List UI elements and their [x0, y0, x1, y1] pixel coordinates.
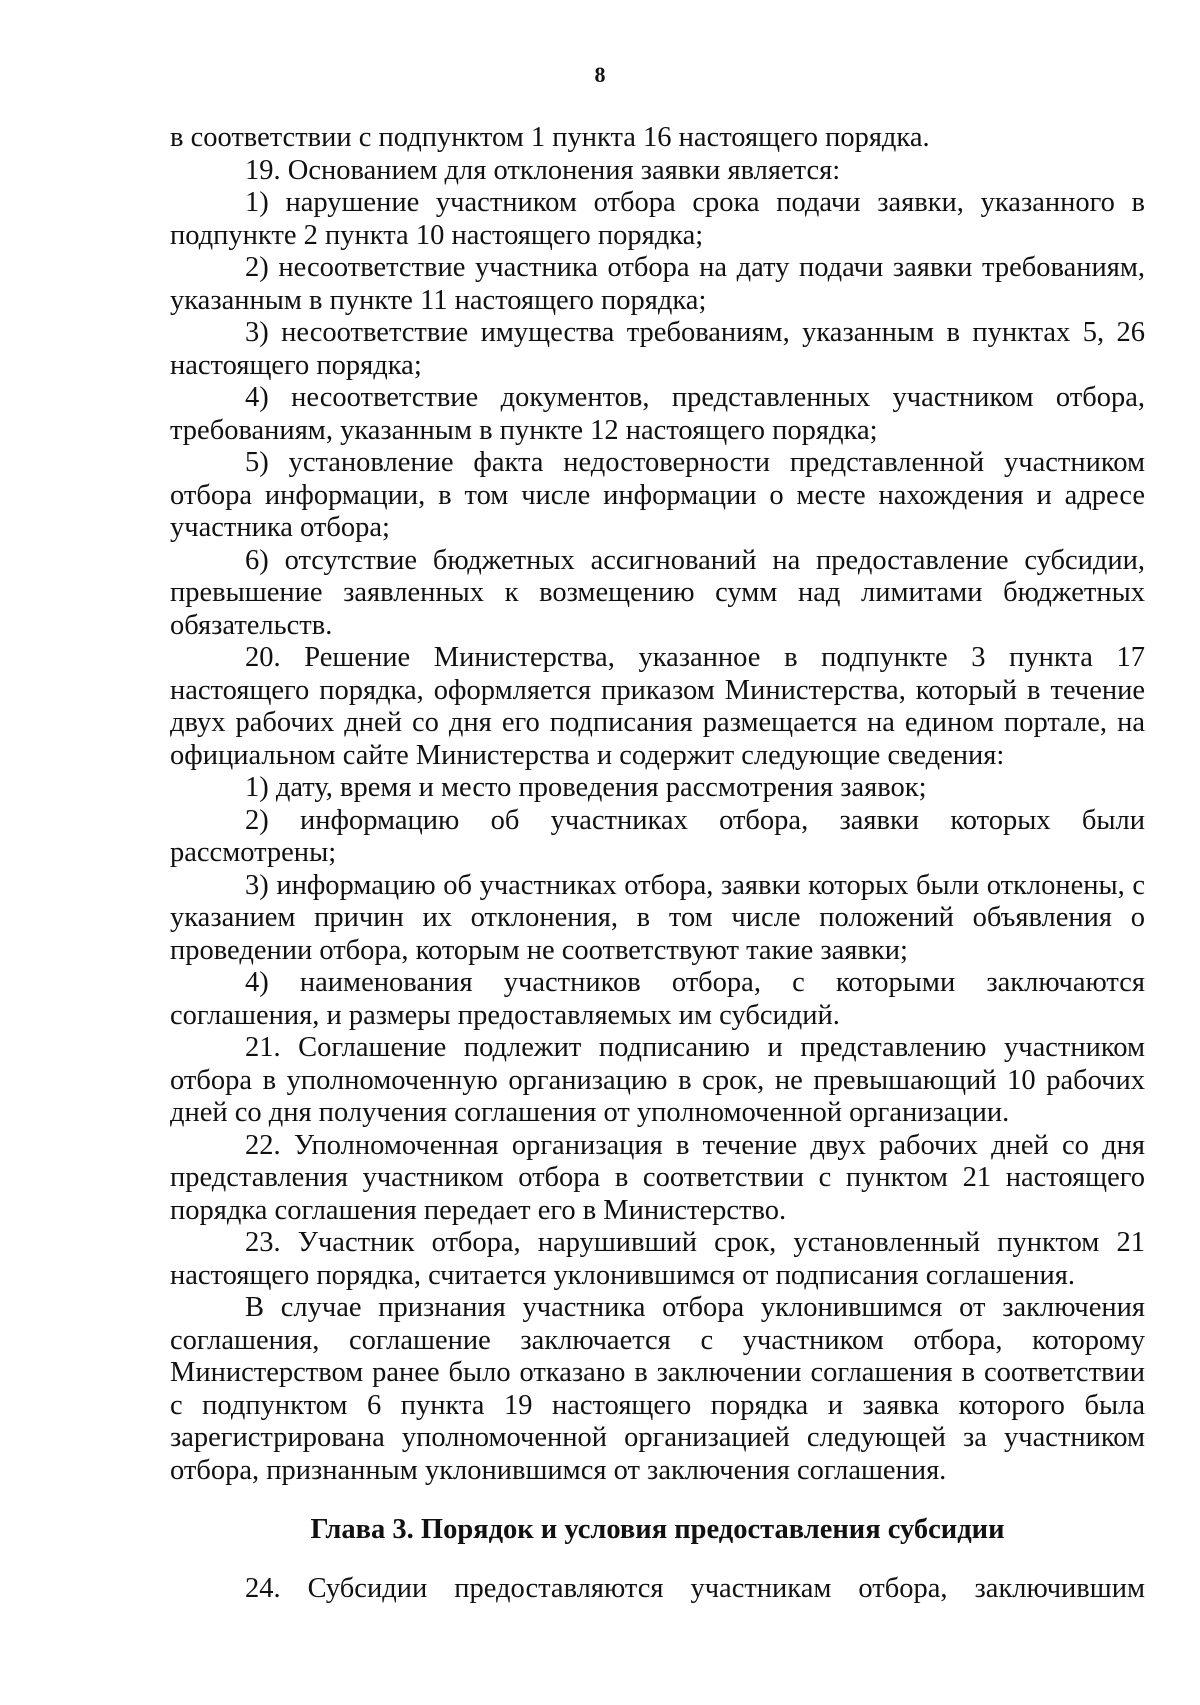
paragraph: 1) нарушение участником отбора срока подачи заявки, указанного в подпункте 2 пункта 10 настоящего порядка; — [170, 187, 1145, 251]
paragraph: 22. Уполномоченная организация в течение двух рабочих дней со дня представления участником отбора в соответствии с пунктом 21 настоящего порядка соглашения передает его в Министерство. — [170, 1129, 1145, 1226]
paragraph: 24. Субсидии предоставляются участникам отбора, заключившим — [245, 1572, 1145, 1604]
paragraph: 20. Решение Министерства, указанное в подпункте 3 пункта 17 настоящего порядка, оформляется приказом Министерства, который в течение двух рабочих дней со дня его подписания размещается на едином портале, на официальном сайте Министерства и содержит следующие сведения: — [170, 642, 1145, 771]
paragraph: В случае признания участника отбора уклонившимся от заключения соглашения, соглашение заключается с участником отбора, которому Министерством ранее было отказано в заключении соглашения в соответствии с подпунктом 6 пункта 19 настоящего порядка и заявка которого была зарегистрирована уполномоченной организацией следующей за участником отбора, признанным уклонившимся от заключения соглашения. — [170, 1292, 1145, 1486]
paragraph: 3) несоответствие имущества требованиям, указанным в пунктах 5, 26 настоящего порядка; — [170, 317, 1145, 381]
paragraph: 21. Соглашение подлежит подписанию и представлению участником отбора в уполномоченную организацию в срок, не превышающий 10 рабочих дней со дня получения соглашения от уполномоченной организации. — [170, 1032, 1145, 1128]
paragraph: 2) информацию об участниках отбора, заявки которых были рассмотрены; — [170, 804, 1145, 868]
document-body — [170, 122, 1145, 1605]
paragraph: 2) несоответствие участника отбора на дату подачи заявки требованиям, указанным в пункте 11 настоящего порядка; — [170, 252, 1145, 316]
chapter-heading: Глава 3. Порядок и условия предоставления субсидии — [310, 1514, 1005, 1545]
paragraph: 4) наименования участников отбора, с которыми заключаются соглашения, и размеры предоставляемых им субсидий. — [170, 967, 1145, 1031]
paragraph: 4) несоответствие документов, представленных участником отбора, требованиям, указанным в пункте 12 настоящего порядка; — [170, 382, 1145, 446]
page-number: 8 — [594, 62, 606, 87]
paragraph: 6) отсутствие бюджетных ассигнований на предоставление субсидии, превышение заявленных к возмещению сумм над лимитами бюджетных обязательств. — [170, 544, 1145, 641]
paragraph: 19. Основанием для отклонения заявки является: — [245, 154, 841, 186]
paragraph: 5) установление факта недостоверности представленной участником отбора информации, в том числе информации о месте нахождения и адресе участника отбора; — [170, 447, 1145, 543]
paragraph: в соответствии с подпунктом 1 пункта 16 настоящего порядка. — [170, 122, 930, 153]
paragraph: 3) информацию об участниках отбора, заявки которых были отклонены, с указанием причин их отклонения, в том числе положений объявления о проведении отбора, которым не соответствуют такие заявки; — [170, 869, 1145, 966]
paragraph: 1) дату, время и место проведения рассмотрения заявок; — [245, 772, 927, 803]
paragraph: 23. Участник отбора, нарушивший срок, установленный пунктом 21 настоящего порядка, считается уклонившимся от подписания соглашения. — [170, 1227, 1145, 1291]
